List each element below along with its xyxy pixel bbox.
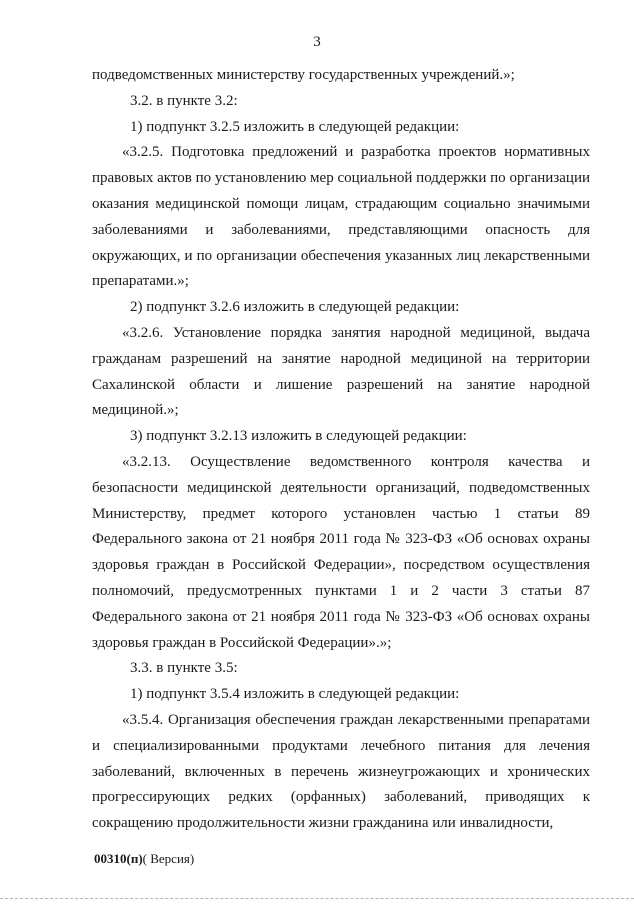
- footer-code: 00310(п): [94, 851, 143, 866]
- footer-document-code: [94, 851, 194, 867]
- paragraph-quote-3-2-13: «3.2.13. Осуществление ведомственного контроля качества и безопасности медицинской деятельности организаций, подведомственных Министерству, предмет которого установлен частью 1 статьи 89 Федерального закона от 21 ноября 2011 года № 323-ФЗ «Об основах охраны здоровья граждан в Российской Федерации», посредством осуществления полномочий, предусмотренных пунктами 1 и 2 части 3 статьи 87 Федерального закона от 21 ноября 2011 года № 323-ФЗ «Об основах охраны здоровья граждан в Российской Федерации».»;: [92, 453, 590, 651]
- paragraph-item-3-2: 3.2. в пункте 3.2:: [130, 92, 238, 109]
- page-number: 3: [313, 34, 321, 50]
- paragraph-quote-3-2-6: «3.2.6. Установление порядка занятия народной медициной, выдача гражданам разрешений на занятие народной медициной на территории Сахалинской области и лишение разрешений на занятие народной медициной.»;: [92, 324, 590, 419]
- footer-version: ( Версия): [142, 851, 195, 866]
- paragraph-subitem-3-2-13-intro: 3) подпункт 3.2.13 изложить в следующей редакции:: [130, 428, 467, 445]
- document-body: [92, 63, 590, 837]
- paragraph-quote-3-5-4: «3.5.4. Организация обеспечения граждан лекарственными препаратами и специализированными продуктами лечебного питания для лечения заболеваний, включенных в перечень жизнеугрожающих и хронических прогрессирующих редких (орфанных) заболеваний, приводящих к сокращению продолжительности жизни гражданина или инвалидности,: [92, 711, 590, 832]
- paragraph-subitem-3-5-4-intro: 1) подпункт 3.5.4 изложить в следующей редакции:: [130, 686, 460, 703]
- paragraph-subitem-3-2-6-intro: 2) подпункт 3.2.6 изложить в следующей редакции:: [130, 299, 460, 316]
- page-bottom-edge: [0, 898, 634, 899]
- paragraph-subitem-3-2-5-intro: 1) подпункт 3.2.5 изложить в следующей редакции:: [130, 118, 460, 135]
- paragraph-continuation: подведомственных министерству государственных учреждений.»;: [92, 67, 515, 83]
- paragraph-item-3-3: 3.3. в пункте 3.5:: [130, 660, 238, 677]
- paragraph-quote-3-2-5: «3.2.5. Подготовка предложений и разработка проектов нормативных правовых актов по установлению мер социальной поддержки по организации оказания медицинской помощи лицам, страдающим социально значимыми заболеваниями и заболеваниями, представляющими опасность для окружающих, и по организации обеспечения указанных лиц лекарственными препаратами.»;: [92, 144, 590, 290]
